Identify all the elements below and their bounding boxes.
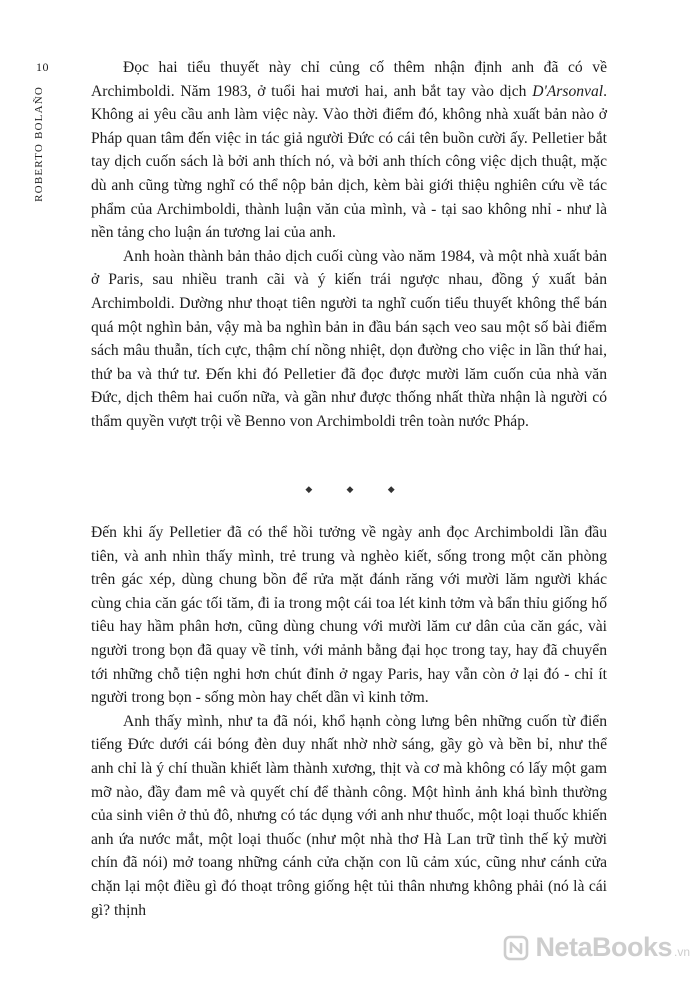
page-number: 10 xyxy=(36,60,49,74)
paragraph: Đến khi ấy Pelletier đã có thể hồi tưởng về ngày anh đọc Archimboldi lần đầu tiên, và anh nhìn thấy mình, trẻ trung và nghèo kiết, sống trong một căn phòng trên gác xép, dùng chung bồn để rửa mặt đánh răng với mười lăm người khác cùng chia căn gác tối tăm, đi ỉa trong một cái toa lét kinh tởm và bẩn thỉu giống hố tiêu hay hầm phân hơn, cũng dùng chung với mười lăm cư dân của căn gác, vài người trong bọn đã quay về tỉnh, với mảnh bằng đại học trong tay, hay đã chuyển tới những chỗ tiện nghi hơn chút đỉnh ở ngay Paris, hay vẫn còn ở lại đó - chỉ ít người trong bọn - sống mòn hay chết dần vì kinh tởm. xyxy=(91,524,607,707)
section-1-text xyxy=(91,56,607,434)
netabooks-logo-icon xyxy=(503,935,529,961)
paragraph: Đọc hai tiểu thuyết này chỉ củng cố thêm nhận định anh đã có về Archimboldi. Năm 1983, ở tuổi hai mươi hai, anh bắt tay vào dịch D'Arsonval. Không ai yêu cầu anh làm việc này. Vào thời điểm đó, không nhà xuất bản nào ở Pháp quan tâm đến việc in tác giả người Đức có cái tên buồn cười ấy. Pelletier bắt tay dịch cuốn sách là bởi anh thích nó, và bởi anh thích công việc dịch thuật, mặc dù anh cũng từng nghĩ có thể nộp bản dịch, kèm bài giới thiệu nghiên cứu về tác phẩm của Archimboldi, thành luận văn của mình, và - tại sao không nhỉ - như là nền tảng cho luận án tương lai của anh. xyxy=(91,59,607,242)
watermark-suffix: .vn xyxy=(673,945,690,959)
section-2-text xyxy=(91,521,607,922)
watermark-text: NetaBooks xyxy=(535,932,672,962)
paragraph: Anh thấy mình, như ta đã nói, khổ hạnh còng lưng bên những cuốn từ điển tiếng Đức dưới cái bóng đèn duy nhất nhờ nhờ sáng, gầy gò và bền bỉ, như thể anh chỉ là ý chí thuần khiết làm thành xương, thịt và cơ mà không có lấy một gam mỡ nào, đầy đam mê và quyết chí để thành công. Một hình ảnh khá bình thường của sinh viên ở thủ đô, nhưng có tác dụng với anh như thuốc, một loại thuốc khiến anh ứa nước mắt, một loại thuốc (như một nhà thơ Hà Lan trữ tình thế kỷ mười chín đã nói) mở toang những cánh cửa chặn con lũ cảm xúc, cũng như cánh cửa chặn lại một điều gì đó thoạt trông giống hệt tủi thân nhưng không phải (nó là cái gì? thịnh xyxy=(91,712,607,919)
running-author-header: ROBERTO BOLAÑO xyxy=(33,86,45,202)
book-title-italic: D'Arsonval xyxy=(532,82,604,100)
section-divider: ◆ ◆ ◆ xyxy=(305,484,411,494)
paragraph: Anh hoàn thành bản thảo dịch cuối cùng vào năm 1984, và một nhà xuất bản ở Paris, sau nhiều tranh cãi và ý kiến trái ngược nhau, đồng ý xuất bản Archimboldi. Dường như thoạt tiên người ta nghĩ cuốn tiểu thuyết không thể bán quá một nghìn bản, vậy mà ba nghìn bản in đầu bán sạch veo sau một số bài điểm sách mâu thuẫn, tích cực, thậm chí nồng nhiệt, dọn đường cho việc in lần thứ hai, thứ ba và thứ tư. Đến khi đó Pelletier đã đọc được mười lăm cuốn của nhà văn Đức, dịch thêm hai cuốn nữa, và gần như được thống nhất thừa nhận là người có thẩm quyền vượt trội về Benno von Archimboldi trên toàn nước Pháp. xyxy=(91,247,607,430)
watermark xyxy=(503,932,690,963)
